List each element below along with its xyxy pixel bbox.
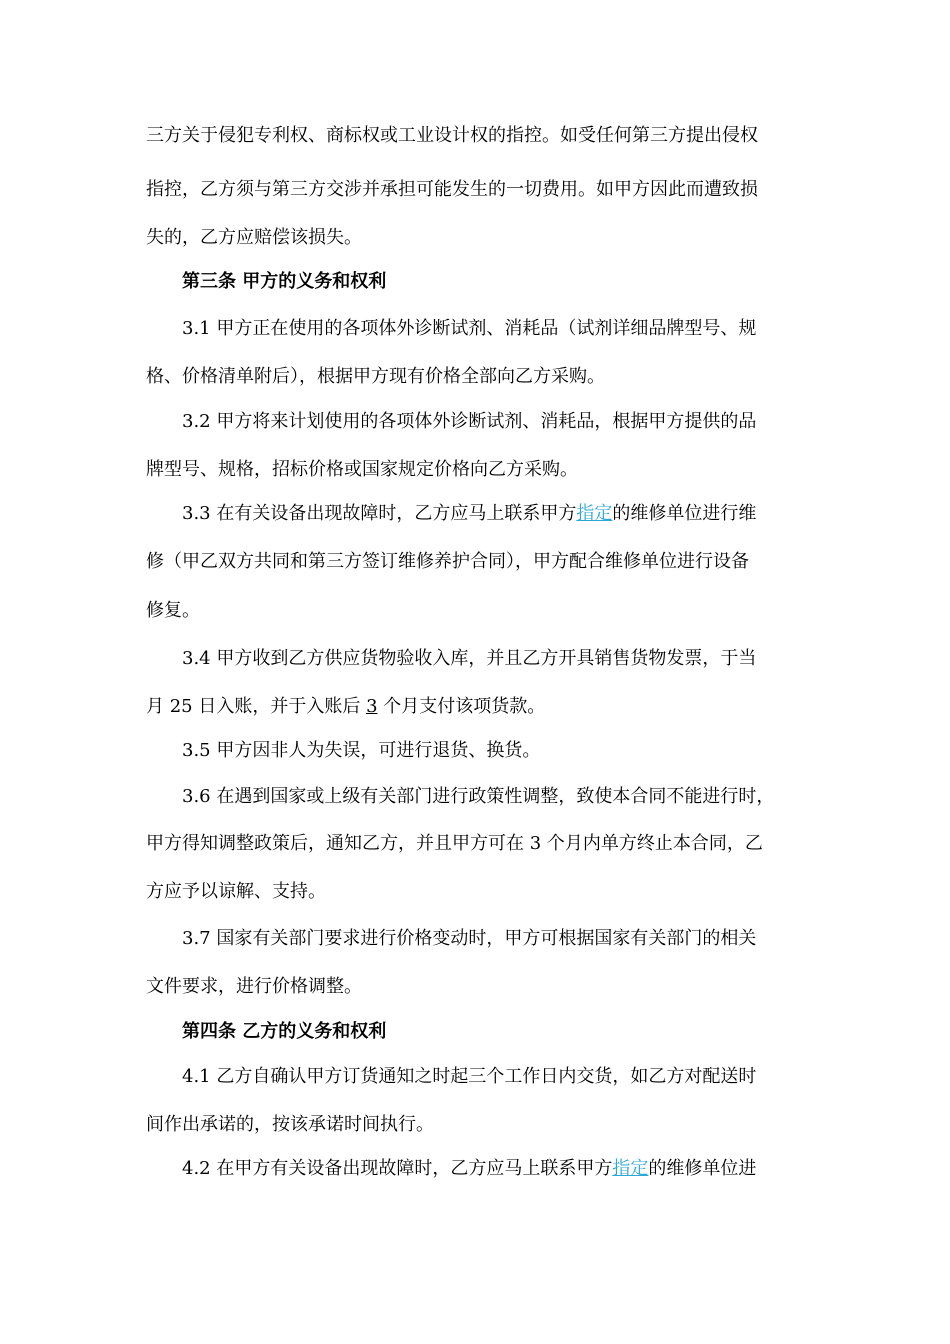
clause-4-1-line: 4.1 乙方自确认甲方订货通知之时起三个工作日内交货，如乙方对配送时 [182,1066,757,1087]
clause-3-2-line: 牌型号、规格，招标价格或国家规定价格向乙方采购。 [146,459,578,480]
clause-3-4-line [146,695,545,719]
clause-3-3-line [182,502,756,526]
clause-3-1-line: 3.1 甲方正在使用的各项体外诊断试剂、消耗品（试剂详细品牌型号、规 [182,318,757,339]
clause-3-6-line: 甲方得知调整政策后，通知乙方，并且甲方可在 3 个月内单方终止本合同，乙 [146,833,763,854]
clause-3-5-line: 3.5 甲方因非人为失误，可进行退货、换货。 [182,740,541,761]
designated-link[interactable]: 指定 [612,1158,649,1179]
clause-text: 的维修单位进 [648,1158,757,1179]
clause-3-6-line: 方应予以谅解、支持。 [146,881,326,902]
paragraph-line: 失的，乙方应赔偿该损失。 [146,227,362,248]
clause-text: 3.3 在有关设备出现故障时，乙方应马上联系甲方 [182,503,577,524]
clause-3-3-line: 修复。 [146,600,200,621]
clause-3-6-line: 3.6 在遇到国家或上级有关部门进行政策性调整，致使本合同不能进行时， [182,786,775,807]
underlined-number: 3 [366,696,378,717]
paragraph-line: 指控，乙方须与第三方交涉并承担可能发生的一切费用。如甲方因此而遭致损 [146,179,758,200]
clause-4-1-line: 间作出承诺的，按该承诺时间执行。 [146,1114,434,1135]
clause-3-2-line: 3.2 甲方将来计划使用的各项体外诊断试剂、消耗品，根据甲方提供的品 [182,411,757,432]
clause-3-7-line: 3.7 国家有关部门要求进行价格变动时，甲方可根据国家有关部门的相关 [182,928,757,949]
clause-3-1-line: 格、价格清单附后），根据甲方现有价格全部向乙方采购。 [146,366,605,387]
clause-text: 个月支付该项货款。 [377,696,546,717]
clause-text: 4.2 在甲方有关设备出现故障时，乙方应马上联系甲方 [182,1158,613,1179]
section-heading-3: 第三条 甲方的义务和权利 [182,271,387,292]
section-heading-4: 第四条 乙方的义务和权利 [182,1021,387,1042]
clause-4-2-line [182,1157,756,1181]
clause-3-3-line: 修（甲乙双方共同和第三方签订维修养护合同），甲方配合维修单位进行设备 [146,551,749,572]
clause-text: 月 25 日入账，并于入账后 [146,696,367,717]
clause-3-7-line: 文件要求，进行价格调整。 [146,976,362,997]
clause-3-4-line: 3.4 甲方收到乙方供应货物验收入库，并且乙方开具销售货物发票，于当 [182,648,757,669]
paragraph-line: 三方关于侵犯专利权、商标权或工业设计权的指控。如受任何第三方提出侵权 [146,125,758,146]
designated-link[interactable]: 指定 [576,503,613,524]
clause-text: 的维修单位进行维 [612,503,757,524]
